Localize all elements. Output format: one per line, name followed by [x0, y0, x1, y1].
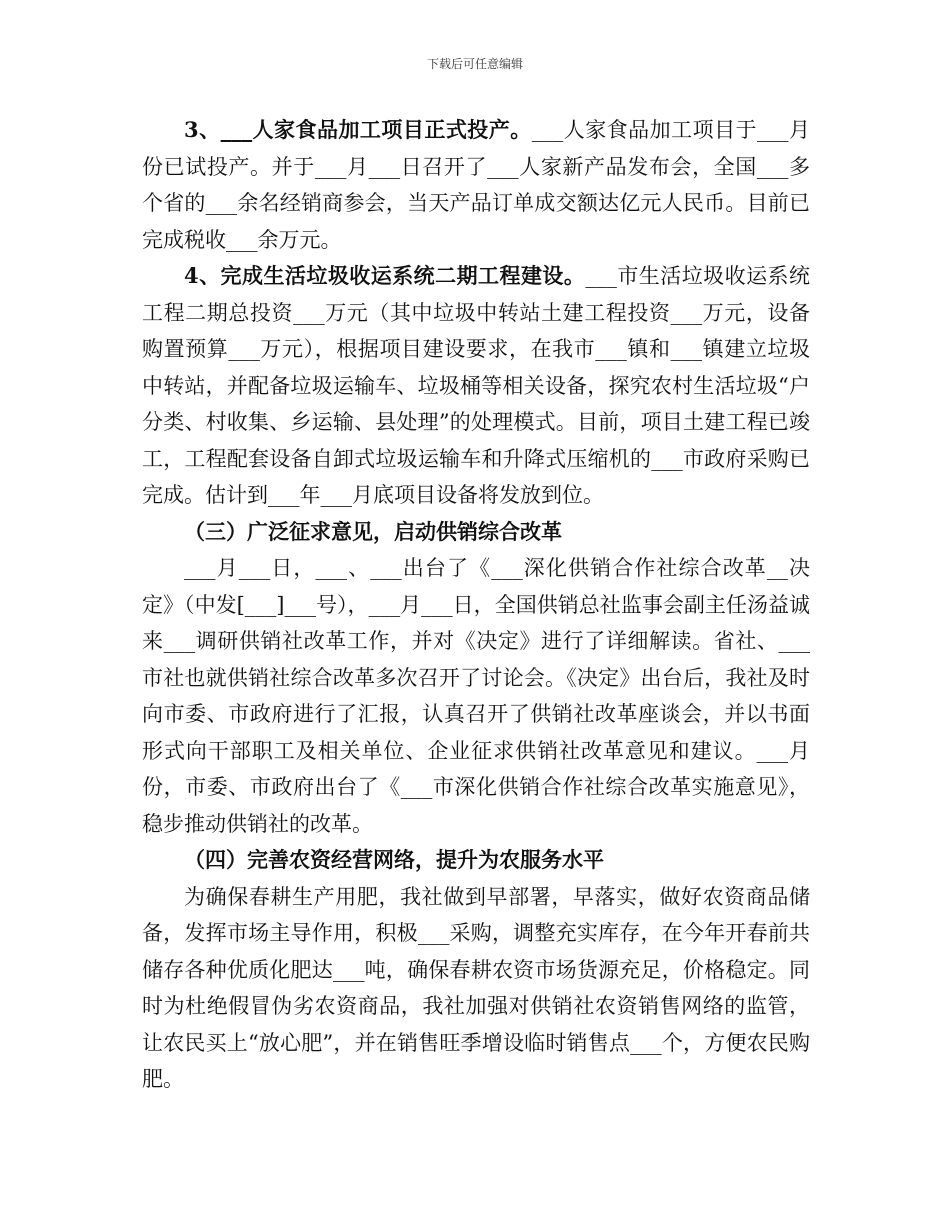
paragraph-lead: 4、完成生活垃圾收运系统二期工程建设。: [184, 263, 586, 288]
paragraph-item-3: [142, 112, 810, 258]
section-heading-text: （四）完善农资经营网络，提升为农服务水平: [184, 847, 604, 872]
paragraph-text: 为确保春耕生产用肥，我社做到早部署，早落实，做好农资商品储备，发挥市场主导作用，积极___采购，调整充实库存，在今年开春前共储存各种优质化肥达___吨，确保春耕农资市场货源充足，价格稳定。同时为杜绝假冒伪劣农资商品，我社加强对供销社农资销售网络的监管，让农民买上“放心肥”，并在销售旺季增设临时销售点___个，方便农民购肥。: [142, 884, 810, 1091]
paragraph-fertilizer: [142, 879, 810, 1098]
paragraph-text: ___月___日，___、___出台了《___深化供销合作社综合改革__决定》（中发[___]___号），___月___日，全国供销总社监事会副主任汤益诚来___调研供销社改革工作，并对《决定》进行了详细解读。省社、___市社也就供销社综合改革多次召开了讨论会。《决定》出台后，我社及时向市委、市政府进行了汇报，认真召开了供销社改革座谈会，并以书面形式向干部职工及相关单位、企业征求供销社改革意见和建议。___月份，市委、市政府出台了《___市深化供销合作社综合改革实施意见》，稳步推动供销社的改革。: [142, 556, 810, 836]
paragraph-lead: 3、___人家食品加工项目正式投产。: [184, 117, 532, 142]
paragraph-item-4: [142, 258, 810, 514]
document-body: [142, 112, 810, 1098]
paragraph-text: ___人家食品加工项目于___月份已试投产。并于___月___日召开了___人家新产品发布会，全国___多个省的___余名经销商参会，当天产品订单成交额达亿元人民币。目前已完成税收___余万元。: [142, 118, 810, 252]
page-header: 下载后可任意编辑: [426, 57, 523, 71]
section-heading-3: [142, 514, 810, 551]
paragraph-reform: [142, 550, 810, 842]
section-heading-4: [142, 842, 810, 879]
section-heading-text: （三）广泛征求意见，启动供销综合改革: [184, 518, 562, 544]
paragraph-text: ___市生活垃圾收运系统工程二期总投资___万元（其中垃圾中转站土建工程投资___万元，设备购置预算___万元），根据项目建设要求，在我市___镇和___镇建立垃圾中转站，并配备垃圾运输车、垃圾桶等相关设备，探究农村生活垃圾“户分类、村收集、乡运输、县处理”的处理模式。目前，项目土建工程已竣工，工程配套设备自卸式垃圾运输车和升降式压缩机的___市政府采购已完成。估计到___年___月底项目设备将发放到位。: [142, 264, 810, 507]
